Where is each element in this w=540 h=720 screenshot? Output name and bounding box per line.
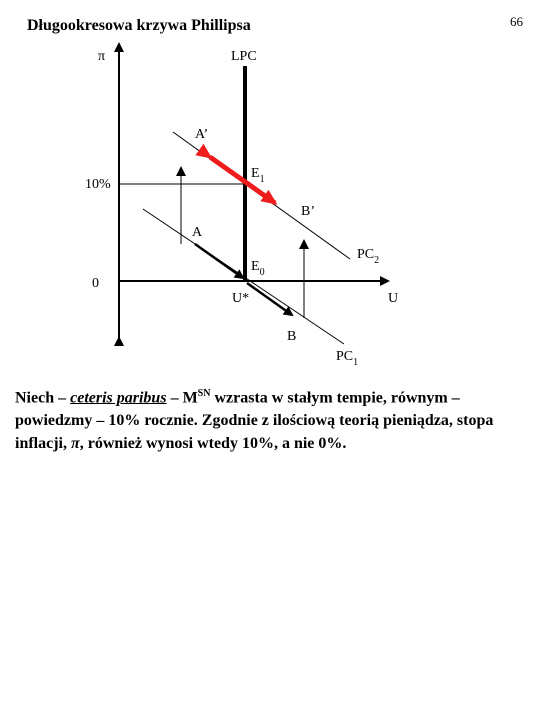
x-axis-label: U <box>388 291 399 306</box>
y-tick-10-label: 10% <box>85 177 111 192</box>
point-a-prime-label: A’ <box>195 127 209 142</box>
pc2-label: $PC_2$ <box>357 247 380 266</box>
pc1-label: $PC_1$ <box>336 349 359 368</box>
y-axis-label: π <box>98 49 106 64</box>
page-title: Długookresowa krzywa Phillipsa <box>27 17 251 34</box>
point-e1-label: $E_1$ <box>251 166 265 185</box>
u-star-label: U* <box>232 291 250 306</box>
lpc-label: LPC <box>231 49 257 64</box>
arrow-a-to-e0 <box>195 244 243 278</box>
y-tick-0-label: 0 <box>92 276 99 291</box>
ceteris-paribus-phrase: ceteris paribus <box>70 389 167 407</box>
page-number: 66 <box>510 14 523 29</box>
point-a-label: A <box>192 225 203 240</box>
red-double-arrow <box>210 157 275 203</box>
point-b-label: B <box>287 329 297 344</box>
point-b-prime-label: B’ <box>301 204 315 219</box>
explanation-paragraph: Niech – ceteris paribus – $M^{SN}$ wzrasta w stałym tempie, równym – powiedzmy – 10% rocznie. Zgodnie z ilościową teorią pieniądza, stopa inflacji, π, również wynosi wtedy 10%, a nie 0%. <box>15 388 494 453</box>
point-e0-label: $E_0$ <box>251 259 265 278</box>
arrow-e0-to-b <box>247 283 292 315</box>
